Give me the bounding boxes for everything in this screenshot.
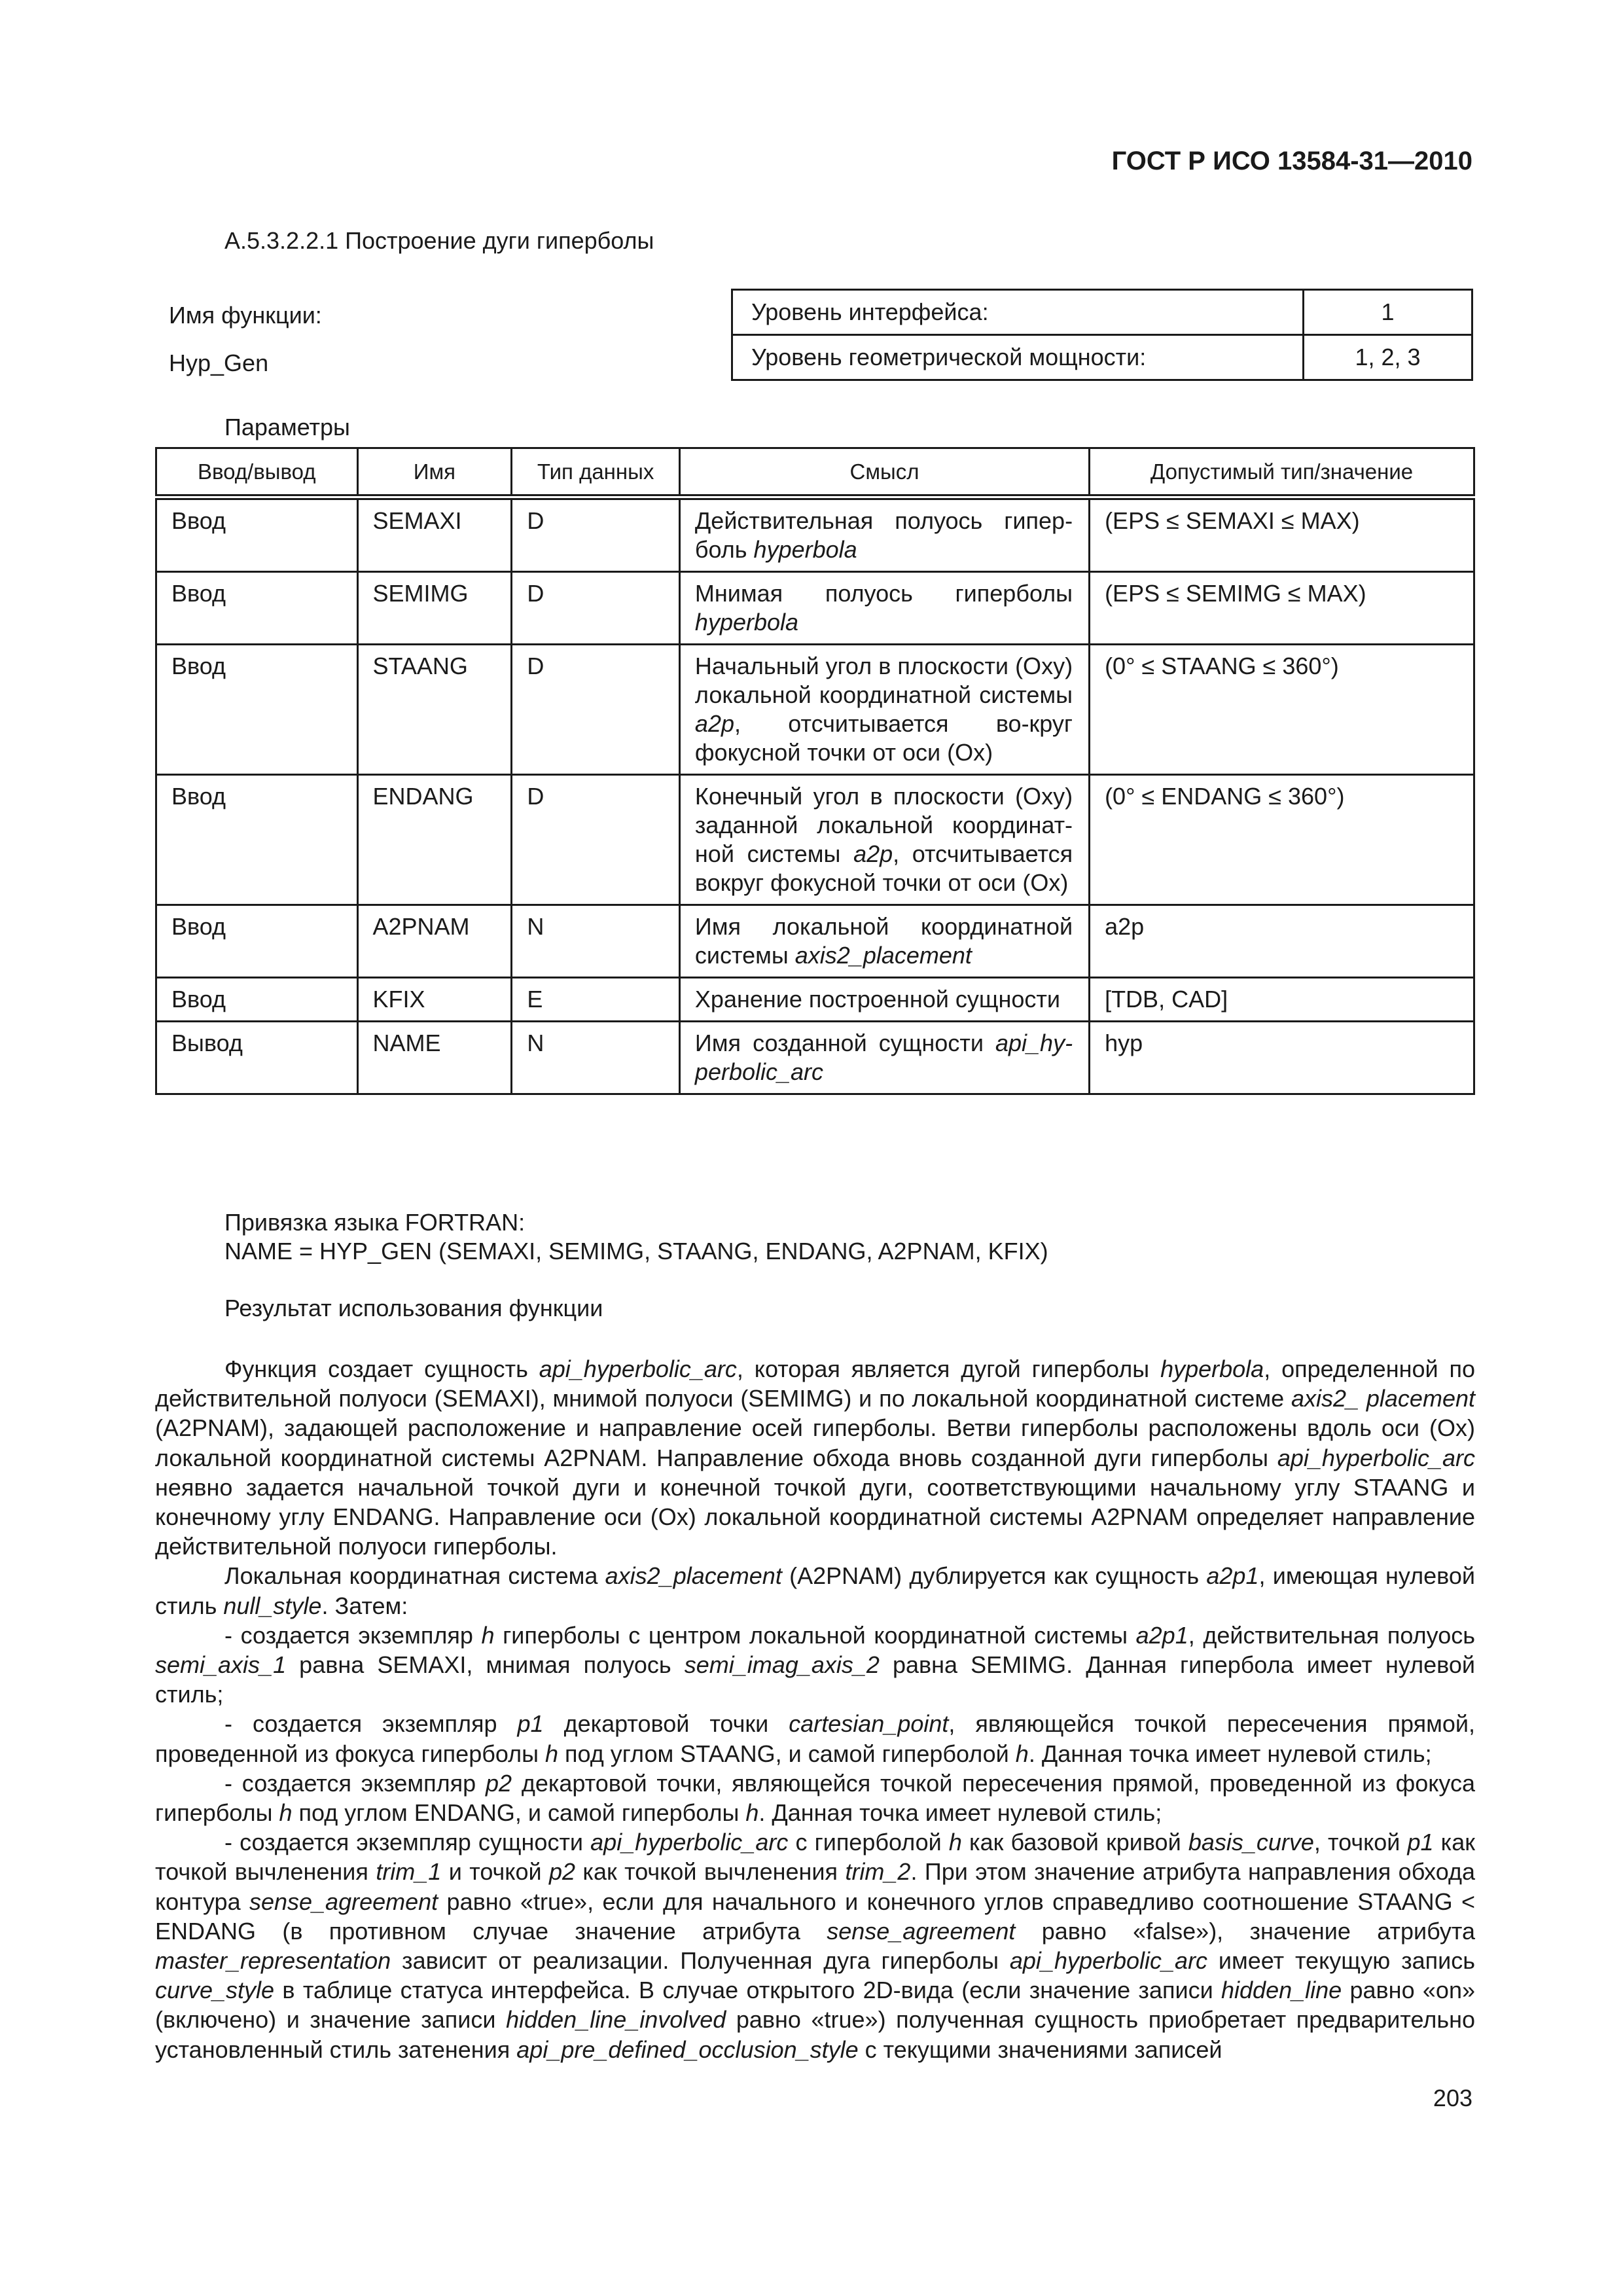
- parameter-name-cell: NAME: [357, 1022, 512, 1094]
- parameter-allowed-cell: hyp: [1090, 1022, 1474, 1094]
- interface-level-label: Уровень интерфейса:: [732, 290, 1304, 335]
- parameter-meaning-cell: Действительная полуось гипер-боль hyperbola: [679, 497, 1089, 572]
- parameter-allowed-cell: (0° ≤ STAANG ≤ 360°): [1090, 645, 1474, 775]
- parameter-meaning-cell: Конечный угол в плоскости (Oxy) заданной локальной координат-ной системы a2p, отсчитывается вокруг фокусной точки от оси (Ox): [679, 775, 1089, 905]
- parameters-table: [155, 447, 1475, 1095]
- result-paragraph: Локальная координатная система axis2_placement (A2PNAM) дублируется как сущность a2p1, имеющая нулевой стиль null_style. Затем:: [155, 1562, 1475, 1619]
- interface-level-value: 1: [1304, 290, 1472, 335]
- parameter-meaning-cell: Имя локальной координатной системы axis2_placement: [679, 905, 1089, 978]
- column-header-meaning: Смысл: [679, 448, 1089, 497]
- column-header-type: Тип данных: [512, 448, 680, 497]
- column-header-io: Ввод/вывод: [156, 448, 358, 497]
- result-paragraph: Функция создает сущность api_hyperbolic_arc, которая является дугой гиперболы hyperbola, определенной по действительной полуоси (SEMAXI), мнимой полуоси (SEMIMG) и по локальной координатной системе axis2_ placement (A2PNAM), задающей расположение и направление осей гиперболы. Ветви гиперболы расположены вдоль оси (Ox) локальной координатной системы A2PNAM. Направление обхода вновь созданной дуги гиперболы api_hyperbolic_arc неявно задается начальной точкой дуги и конечной точкой дуги, соответствующими начальному углу STAANG и конечному углу ENDANG. Направление оси (Ox) локальной координатной системы A2PNAM определяет направление действительной полуоси гиперболы.: [155, 1355, 1475, 1560]
- parameter-type-cell: E: [512, 978, 680, 1022]
- parameter-row: [156, 905, 1474, 978]
- level-table: [731, 289, 1473, 381]
- parameter-io-cell: Ввод: [156, 775, 358, 905]
- parameter-type-cell: D: [512, 775, 680, 905]
- parameter-name-cell: A2PNAM: [357, 905, 512, 978]
- fortran-binding-code: NAME = HYP_GEN (SEMAXI, SEMIMG, STAANG, ENDANG, A2PNAM, KFIX): [224, 1238, 1048, 1265]
- parameter-io-cell: Ввод: [156, 645, 358, 775]
- parameter-io-cell: Ввод: [156, 978, 358, 1022]
- parameters-label: Параметры: [224, 414, 350, 440]
- parameter-type-cell: D: [512, 497, 680, 572]
- parameter-row: [156, 775, 1474, 905]
- parameter-allowed-cell: (EPS ≤ SEMIMG ≤ MAX): [1090, 572, 1474, 645]
- parameter-io-cell: Вывод: [156, 1022, 358, 1094]
- parameter-io-cell: Ввод: [156, 905, 358, 978]
- parameter-meaning-cell: Мнимая полуось гиперболы hyperbola: [679, 572, 1089, 645]
- parameter-name-cell: STAANG: [357, 645, 512, 775]
- parameter-allowed-cell: (EPS ≤ SEMAXI ≤ MAX): [1090, 497, 1474, 572]
- parameter-type-cell: N: [512, 905, 680, 978]
- parameter-name-cell: SEMAXI: [357, 497, 512, 572]
- page-number: 203: [1433, 2085, 1472, 2111]
- result-paragraph: - создается экземпляр p2 декартовой точки, являющейся точкой пересечения прямой, проведенной из фокуса гиперболы h под углом ENDANG, и самой гиперболы h. Данная точка имеет нулевой стиль;: [155, 1769, 1475, 1827]
- parameter-allowed-cell: (0° ≤ ENDANG ≤ 360°): [1090, 775, 1474, 905]
- parameter-meaning-cell: Начальный угол в плоскости (Oxy) локальной координатной системы a2p, отсчитывается во-круг фокусной точки от оси (Ox): [679, 645, 1089, 775]
- column-header-name: Имя: [357, 448, 512, 497]
- parameter-io-cell: Ввод: [156, 572, 358, 645]
- result-label: Результат использования функции: [224, 1295, 603, 1321]
- parameter-meaning-cell: Имя созданной сущности api_hy-perbolic_arc: [679, 1022, 1089, 1094]
- parameter-name-cell: KFIX: [357, 978, 512, 1022]
- geometric-level-row: [732, 335, 1472, 380]
- parameter-row: [156, 645, 1474, 775]
- parameter-name-cell: SEMIMG: [357, 572, 512, 645]
- function-label: Имя функции:: [169, 302, 322, 329]
- parameter-row: [156, 978, 1474, 1022]
- function-name: Hyp_Gen: [169, 350, 269, 376]
- result-description: [155, 1354, 1475, 2064]
- standard-header: ГОСТ Р ИСО 13584-31—2010: [1111, 147, 1472, 175]
- parameter-type-cell: N: [512, 1022, 680, 1094]
- parameter-allowed-cell: a2p: [1090, 905, 1474, 978]
- parameters-body: [156, 497, 1474, 1094]
- interface-level-row: [732, 290, 1472, 335]
- geometric-level-label: Уровень геометрической мощности:: [732, 335, 1304, 380]
- geometric-level-value: 1, 2, 3: [1304, 335, 1472, 380]
- parameter-row: [156, 497, 1474, 572]
- parameter-type-cell: D: [512, 572, 680, 645]
- parameter-row: [156, 1022, 1474, 1094]
- parameter-type-cell: D: [512, 645, 680, 775]
- result-paragraph: - создается экземпляр сущности api_hyperbolic_arc с гиперболой h как базовой кривой basis_curve, точкой p1 как точкой вычленения trim_1 и точкой p2 как точкой вычленения trim_2. При этом значение атрибута направления обхода контура sense_agreement равно «true», если для начального и конечного углов справедливо соотношение STAANG < ENDANG (в противном случае значение атрибута sense_agreement равно «false»), значение атрибута master_representation зависит от реализации. Полученная дуга гиперболы api_hyperbolic_arc имеет текущую запись curve_style в таблице статуса интерфейса. В случае открытого 2D-вида (если значение записи hidden_line равно «on» (включено) и значение записи hidden_line_involved равно «true») полученная сущность приобретает предварительно установленный стиль затенения api_pre_defined_occlusion_style с текущими значениями записей: [155, 1829, 1476, 2063]
- parameters-header-row: [156, 448, 1474, 497]
- section-title: А.5.3.2.2.1 Построение дуги гиперболы: [224, 227, 654, 254]
- fortran-binding: [224, 1208, 1048, 1266]
- result-paragraph: - создается экземпляр h гиперболы с центром локальной координатной системы a2p1, действительная полуось semi_axis_1 равна SEMAXI, мнимая полуось semi_imag_axis_2 равна SEMIMG. Данная гипербола имеет нулевой стиль;: [155, 1621, 1475, 1708]
- column-header-allowed: Допустимый тип/значение: [1090, 448, 1474, 497]
- parameter-name-cell: ENDANG: [357, 775, 512, 905]
- parameter-allowed-cell: [TDB, CAD]: [1090, 978, 1474, 1022]
- parameter-row: [156, 572, 1474, 645]
- fortran-binding-label: Привязка языка FORTRAN:: [224, 1209, 526, 1236]
- parameter-io-cell: Ввод: [156, 497, 358, 572]
- parameter-meaning-cell: Хранение построенной сущности: [679, 978, 1089, 1022]
- result-paragraph: - создается экземпляр p1 декартовой точки cartesian_point, являющейся точкой пересечения прямой, проведенной из фокуса гиперболы h под углом STAANG, и самой гиперболой h. Данная точка имеет нулевой стиль;: [155, 1710, 1475, 1767]
